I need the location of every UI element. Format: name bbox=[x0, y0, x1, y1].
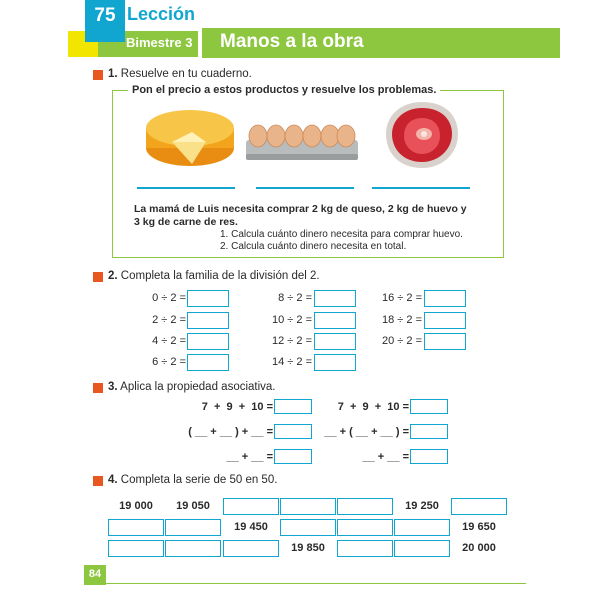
section2-number: 2. bbox=[108, 270, 118, 282]
associative-expr: __ + ( __ + __ ) = bbox=[324, 426, 409, 438]
price-line-cheese[interactable] bbox=[137, 187, 235, 189]
answer-box[interactable] bbox=[410, 399, 448, 414]
series-answer-box[interactable] bbox=[451, 498, 507, 515]
section3-heading bbox=[108, 381, 276, 393]
footer-rule bbox=[106, 583, 526, 584]
series-answer-box[interactable] bbox=[280, 519, 336, 536]
problem-text-line1: La mamá de Luis necesita comprar 2 kg de queso, 2 kg de huevo y bbox=[134, 203, 467, 215]
series-answer-box[interactable] bbox=[337, 540, 393, 557]
division-expr: 10 ÷ 2 = bbox=[272, 314, 312, 326]
series-answer-box[interactable] bbox=[223, 498, 279, 515]
problem-text-line2: 3 kg de carne de res. bbox=[134, 216, 238, 228]
series-answer-box[interactable] bbox=[394, 519, 450, 536]
series-answer-box[interactable] bbox=[108, 540, 164, 557]
price-line-eggs[interactable] bbox=[256, 187, 354, 189]
answer-box[interactable] bbox=[314, 333, 356, 350]
cheese-icon bbox=[142, 106, 238, 172]
section4-number: 4. bbox=[108, 474, 118, 486]
series-value: 20 000 bbox=[462, 542, 496, 554]
answer-box[interactable] bbox=[410, 449, 448, 464]
answer-box[interactable] bbox=[187, 354, 229, 371]
page-title: Manos a la obra bbox=[220, 31, 364, 52]
division-expr: 0 ÷ 2 = bbox=[152, 292, 186, 304]
associative-expr: 7 + 9 + 10 = bbox=[337, 401, 409, 413]
series-answer-box[interactable] bbox=[108, 519, 164, 536]
problem-question-1: 1. Calcula cuánto dinero necesita para comprar huevo. bbox=[220, 229, 463, 240]
division-expr: 18 ÷ 2 = bbox=[382, 314, 422, 326]
answer-box[interactable] bbox=[410, 424, 448, 439]
series-answer-box[interactable] bbox=[337, 498, 393, 515]
beef-icon bbox=[382, 98, 462, 172]
section1-instruction: Resuelve en tu cuaderno. bbox=[120, 68, 252, 80]
series-value: 19 000 bbox=[119, 500, 153, 512]
section-bullet bbox=[93, 476, 103, 486]
section1-number: 1. bbox=[108, 68, 118, 80]
series-answer-box[interactable] bbox=[223, 540, 279, 557]
associative-expr: __ + __ = bbox=[226, 451, 273, 463]
problem-question-2: 2. Calcula cuánto dinero necesita en total. bbox=[220, 241, 407, 252]
lesson-label: Lección bbox=[127, 4, 196, 24]
division-expr: 14 ÷ 2 = bbox=[272, 356, 312, 368]
section-bullet bbox=[93, 70, 103, 80]
eggs-icon bbox=[244, 118, 360, 164]
section-bullet bbox=[93, 272, 103, 282]
answer-box[interactable] bbox=[314, 290, 356, 307]
series-answer-box[interactable] bbox=[280, 498, 336, 515]
answer-box[interactable] bbox=[187, 333, 229, 350]
series-answer-box[interactable] bbox=[394, 540, 450, 557]
division-expr: 20 ÷ 2 = bbox=[382, 335, 422, 347]
section4-heading bbox=[108, 474, 277, 486]
answer-box[interactable] bbox=[187, 290, 229, 307]
series-answer-box[interactable] bbox=[165, 540, 221, 557]
answer-box[interactable] bbox=[424, 312, 466, 329]
answer-box[interactable] bbox=[314, 354, 356, 371]
section1-heading bbox=[108, 68, 252, 80]
division-expr: 16 ÷ 2 = bbox=[382, 292, 422, 304]
division-expr: 6 ÷ 2 = bbox=[152, 356, 186, 368]
section2-instruction: Completa la familia de la división del 2. bbox=[120, 270, 320, 282]
price-line-beef[interactable] bbox=[372, 187, 470, 189]
answer-box[interactable] bbox=[424, 333, 466, 350]
section-bullet bbox=[93, 383, 103, 393]
answer-box[interactable] bbox=[314, 312, 356, 329]
lesson-number: 75 bbox=[85, 0, 125, 42]
division-expr: 4 ÷ 2 = bbox=[152, 335, 186, 347]
answer-box[interactable] bbox=[187, 312, 229, 329]
division-expr: 2 ÷ 2 = bbox=[152, 314, 186, 326]
products-box-title: Pon el precio a estos productos y resuelve los problemas. bbox=[128, 84, 440, 96]
associative-expr: 7 + 9 + 10 = bbox=[201, 401, 273, 413]
series-value: 19 850 bbox=[291, 542, 325, 554]
page-number: 84 bbox=[84, 565, 106, 585]
section3-number: 3. bbox=[108, 381, 118, 393]
answer-box[interactable] bbox=[274, 399, 312, 414]
section3-instruction: Aplica la propiedad asociativa. bbox=[120, 381, 276, 393]
series-answer-box[interactable] bbox=[165, 519, 221, 536]
answer-box[interactable] bbox=[424, 290, 466, 307]
division-expr: 8 ÷ 2 = bbox=[278, 292, 312, 304]
answer-box[interactable] bbox=[274, 449, 312, 464]
series-answer-box[interactable] bbox=[337, 519, 393, 536]
division-expr: 12 ÷ 2 = bbox=[272, 335, 312, 347]
bimester-label: Bimestre 3 bbox=[126, 35, 193, 50]
associative-expr: ( __ + __ ) + __ = bbox=[188, 426, 273, 438]
series-value: 19 050 bbox=[176, 500, 210, 512]
series-value: 19 450 bbox=[234, 521, 268, 533]
series-value: 19 250 bbox=[405, 500, 439, 512]
series-value: 19 650 bbox=[462, 521, 496, 533]
section4-instruction: Completa la serie de 50 en 50. bbox=[120, 474, 278, 486]
associative-expr: __ + __ = bbox=[362, 451, 409, 463]
section2-heading bbox=[108, 270, 320, 282]
